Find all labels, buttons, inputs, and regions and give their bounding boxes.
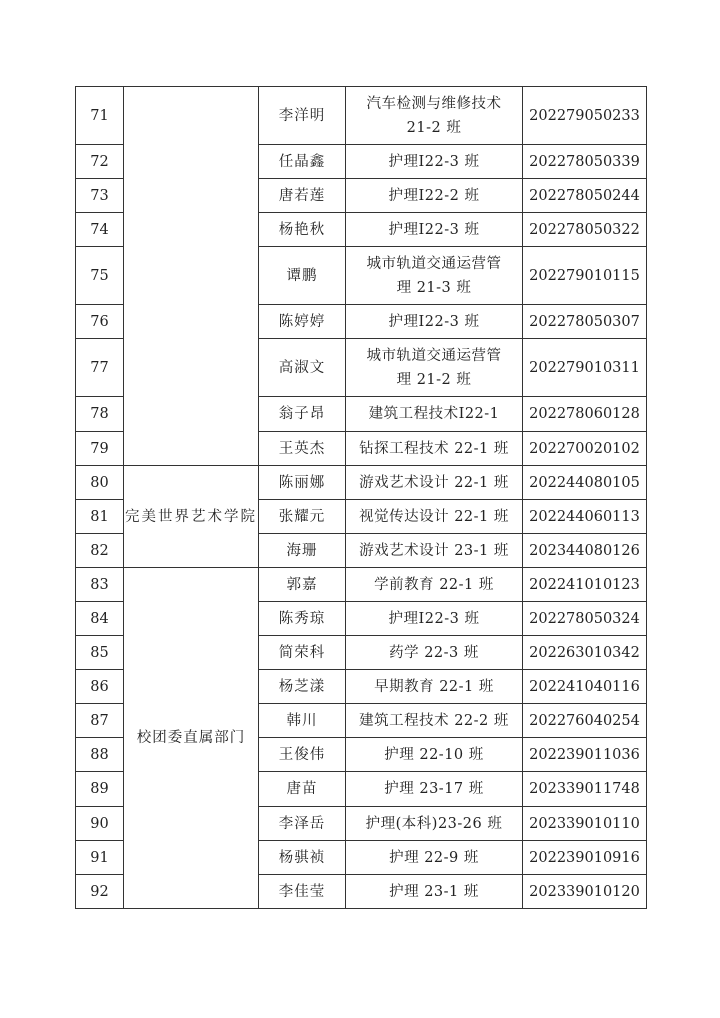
row-number: 72 <box>76 145 124 179</box>
student-name: 唐苗 <box>259 772 346 807</box>
row-number: 90 <box>76 807 124 841</box>
row-number: 79 <box>76 432 124 466</box>
row-number: 83 <box>76 568 124 602</box>
student-id: 202278060128 <box>523 397 647 432</box>
class-name-text: 城市轨道交通运营管理 21-2 班 <box>366 347 502 388</box>
student-name: 高淑文 <box>259 339 346 397</box>
class-name: 护理(本科)23-26 班 <box>346 807 523 841</box>
student-id: 202279010311 <box>523 339 647 397</box>
student-name: 任晶鑫 <box>259 145 346 179</box>
row-number: 92 <box>76 875 124 909</box>
student-id: 202278050339 <box>523 145 647 179</box>
student-id: 202241010123 <box>523 568 647 602</box>
student-id: 202278050324 <box>523 602 647 636</box>
student-id: 202278050307 <box>523 305 647 339</box>
class-name-text: 城市轨道交通运营管理 21-3 班 <box>366 255 502 296</box>
class-name: 护理 23-17 班 <box>346 772 523 807</box>
row-number: 78 <box>76 397 124 432</box>
table-row <box>76 87 647 145</box>
student-name: 王俊伟 <box>259 738 346 772</box>
row-number: 73 <box>76 179 124 213</box>
student-id: 202241040116 <box>523 670 647 704</box>
class-name: 建筑工程技术 22-2 班 <box>346 704 523 738</box>
row-number: 87 <box>76 704 124 738</box>
class-name <box>346 87 523 145</box>
student-id: 202278050322 <box>523 213 647 247</box>
student-id: 202244080105 <box>523 466 647 500</box>
student-name: 韩川 <box>259 704 346 738</box>
class-name: 护理Ⅰ22-3 班 <box>346 305 523 339</box>
student-id: 202276040254 <box>523 704 647 738</box>
table-row <box>76 466 647 500</box>
row-number: 81 <box>76 500 124 534</box>
student-name: 海珊 <box>259 534 346 568</box>
student-id: 202344080126 <box>523 534 647 568</box>
row-number: 71 <box>76 87 124 145</box>
row-number: 75 <box>76 247 124 305</box>
row-number: 84 <box>76 602 124 636</box>
student-name: 简荣科 <box>259 636 346 670</box>
student-roster-table <box>75 86 647 909</box>
student-id: 202239010916 <box>523 841 647 875</box>
class-name: 建筑工程技术Ⅰ22-1 <box>346 397 523 432</box>
class-name: 护理Ⅰ22-3 班 <box>346 602 523 636</box>
row-number: 77 <box>76 339 124 397</box>
student-name: 郭嘉 <box>259 568 346 602</box>
class-name <box>346 339 523 397</box>
student-name: 翁子昂 <box>259 397 346 432</box>
student-name: 陈婷婷 <box>259 305 346 339</box>
department-cell: 校团委直属部门 <box>124 568 259 909</box>
student-id: 202279050233 <box>523 87 647 145</box>
row-number: 89 <box>76 772 124 807</box>
department-cell: 完美世界艺术学院 <box>124 466 259 568</box>
class-name: 药学 22-3 班 <box>346 636 523 670</box>
class-name: 护理 22-9 班 <box>346 841 523 875</box>
class-name: 护理 23-1 班 <box>346 875 523 909</box>
student-id: 202239011036 <box>523 738 647 772</box>
class-name-text: 汽车检测与维修技术21-2 班 <box>366 95 502 136</box>
student-name: 李洋明 <box>259 87 346 145</box>
student-name: 杨艳秋 <box>259 213 346 247</box>
student-id: 202263010342 <box>523 636 647 670</box>
student-name: 王英杰 <box>259 432 346 466</box>
student-name: 杨芝漾 <box>259 670 346 704</box>
class-name: 游戏艺术设计 23-1 班 <box>346 534 523 568</box>
row-number: 91 <box>76 841 124 875</box>
row-number: 86 <box>76 670 124 704</box>
student-name: 唐若莲 <box>259 179 346 213</box>
student-id: 202339010120 <box>523 875 647 909</box>
student-name: 张耀元 <box>259 500 346 534</box>
student-id: 202339011748 <box>523 772 647 807</box>
student-id: 202279010115 <box>523 247 647 305</box>
class-name: 护理Ⅰ22-2 班 <box>346 179 523 213</box>
class-name: 护理Ⅰ22-3 班 <box>346 213 523 247</box>
row-number: 82 <box>76 534 124 568</box>
class-name: 护理 22-10 班 <box>346 738 523 772</box>
row-number: 85 <box>76 636 124 670</box>
student-id: 202270020102 <box>523 432 647 466</box>
student-name: 陈秀琼 <box>259 602 346 636</box>
class-name: 钻探工程技术 22-1 班 <box>346 432 523 466</box>
class-name: 早期教育 22-1 班 <box>346 670 523 704</box>
table-row <box>76 568 647 602</box>
class-name: 视觉传达设计 22-1 班 <box>346 500 523 534</box>
department-cell <box>124 87 259 466</box>
student-name: 杨骐祯 <box>259 841 346 875</box>
student-id: 202339010110 <box>523 807 647 841</box>
student-id: 202278050244 <box>523 179 647 213</box>
row-number: 76 <box>76 305 124 339</box>
class-name: 游戏艺术设计 22-1 班 <box>346 466 523 500</box>
student-name: 李泽岳 <box>259 807 346 841</box>
student-name: 陈丽娜 <box>259 466 346 500</box>
row-number: 80 <box>76 466 124 500</box>
student-name: 李佳莹 <box>259 875 346 909</box>
row-number: 88 <box>76 738 124 772</box>
class-name: 护理Ⅰ22-3 班 <box>346 145 523 179</box>
class-name <box>346 247 523 305</box>
row-number: 74 <box>76 213 124 247</box>
class-name: 学前教育 22-1 班 <box>346 568 523 602</box>
student-id: 202244060113 <box>523 500 647 534</box>
student-name: 谭鹏 <box>259 247 346 305</box>
